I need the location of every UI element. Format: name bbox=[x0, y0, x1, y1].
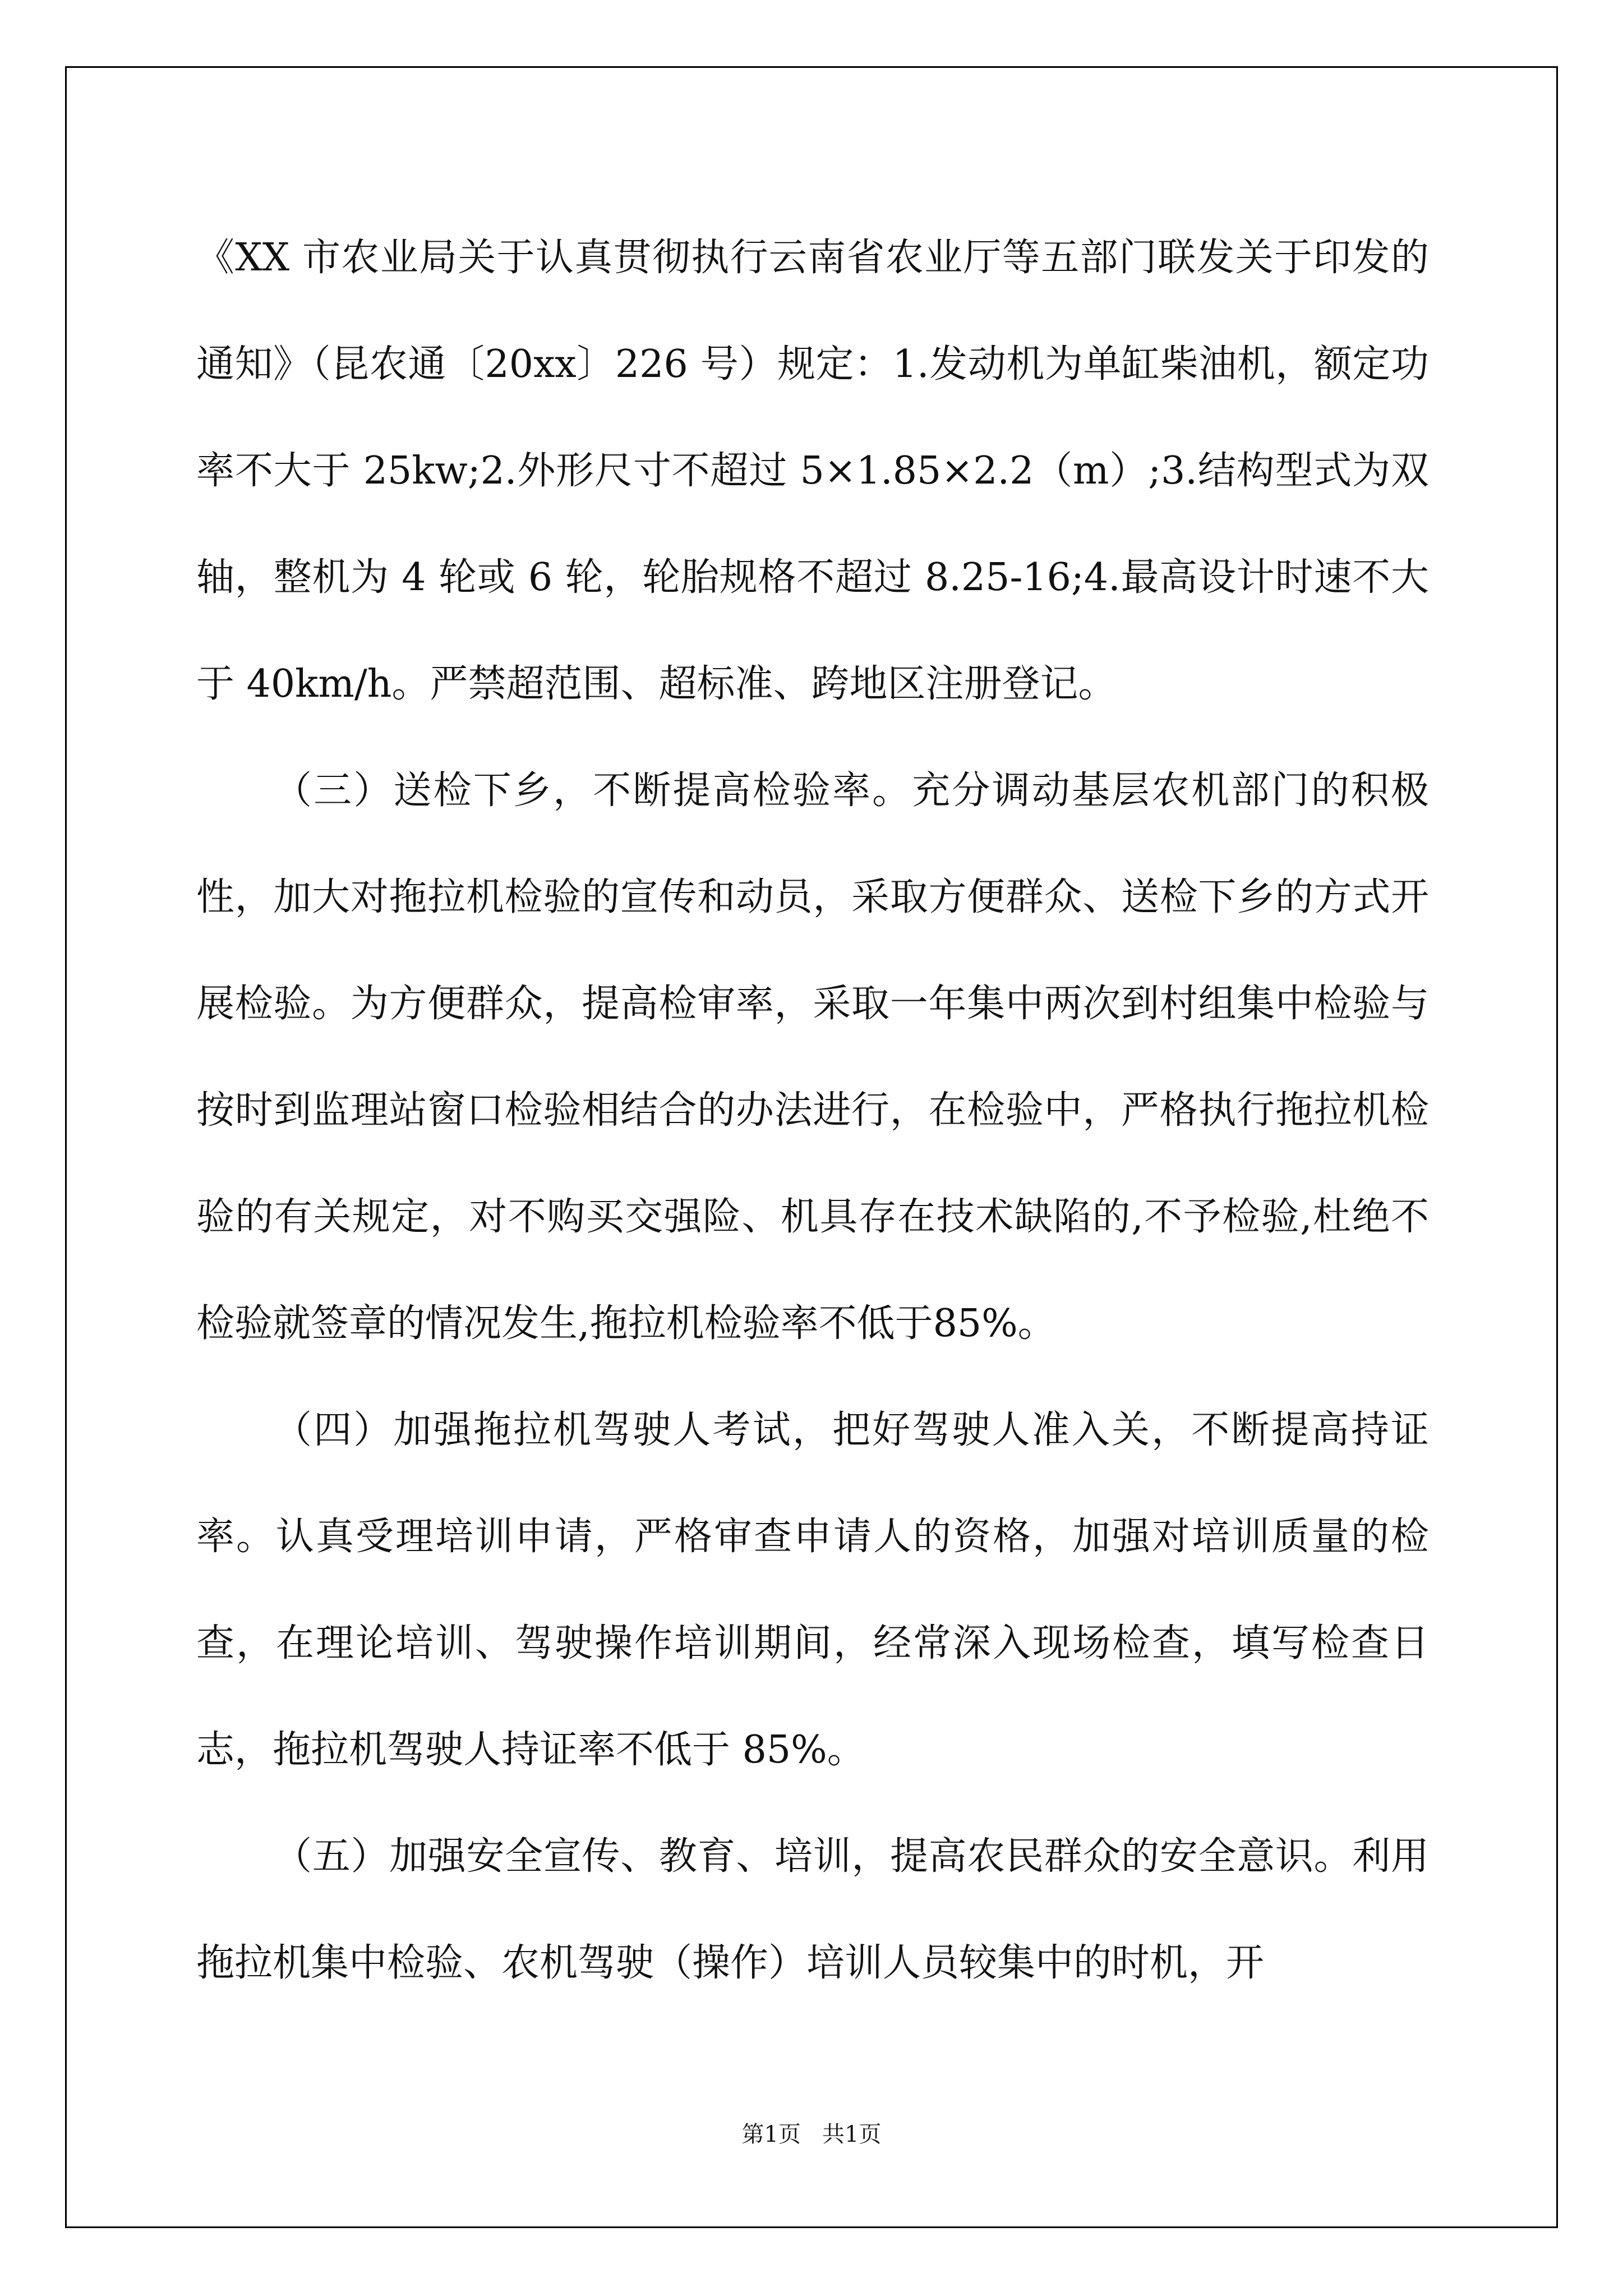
page-footer bbox=[0, 2120, 1623, 2148]
paragraph-2: （三）送检下乡，不断提高检验率。充分调动基层农机部门的积极性，加大对拖拉机检验的宣传和动员，采取方便群众、送检下乡的方式开展检验。为方便群众，提高检审率，采取一年集中两次到村组集中检验与按时到监理站窗口检验相结合的办法进行，在检验中，严格执行拖拉机检验的有关规定，对不购买交强险、机具存在技术缺陷的,不予检验,杜绝不检验就签章的情况发生,拖拉机检验率不低于85%。 bbox=[196, 769, 1429, 1346]
page-number-total: 共1页 bbox=[822, 2122, 882, 2147]
paragraph-1: 《XX 市农业局关于认真贯彻执行云南省农业厅等五部门联发关于印发的通知》（昆农通〔20xx〕226 号）规定：1.发动机为单缸柴油机，额定功率不大于 25kw;2.外形尺寸不超过 5×1.85×2.2（m）;3.结构型式为双轴，整机为 4 轮或 6 轮，轮胎规格不超过 8.25-16;4.最高设计时速不大于 40km/h。严禁超范围、超标准、跨地区注册登记。 bbox=[196, 236, 1429, 706]
page-number-current: 第1页 bbox=[741, 2122, 801, 2147]
document-body bbox=[196, 205, 1429, 2017]
paragraph-3: （四）加强拖拉机驾驶人考试，把好驾驶人准入关，不断提高持证率。认真受理培训申请，严格审查申请人的资格，加强对培训质量的检查，在理论培训、驾驶操作培训期间，经常深入现场检查，填写检查日志，拖拉机驾驶人持证率不低于 85%。 bbox=[196, 1408, 1429, 1772]
paragraph-4: （五）加强安全宣传、教育、培训，提高农民群众的安全意识。利用拖拉机集中检验、农机驾驶（操作）培训人员较集中的时机，开 bbox=[196, 1834, 1429, 1985]
